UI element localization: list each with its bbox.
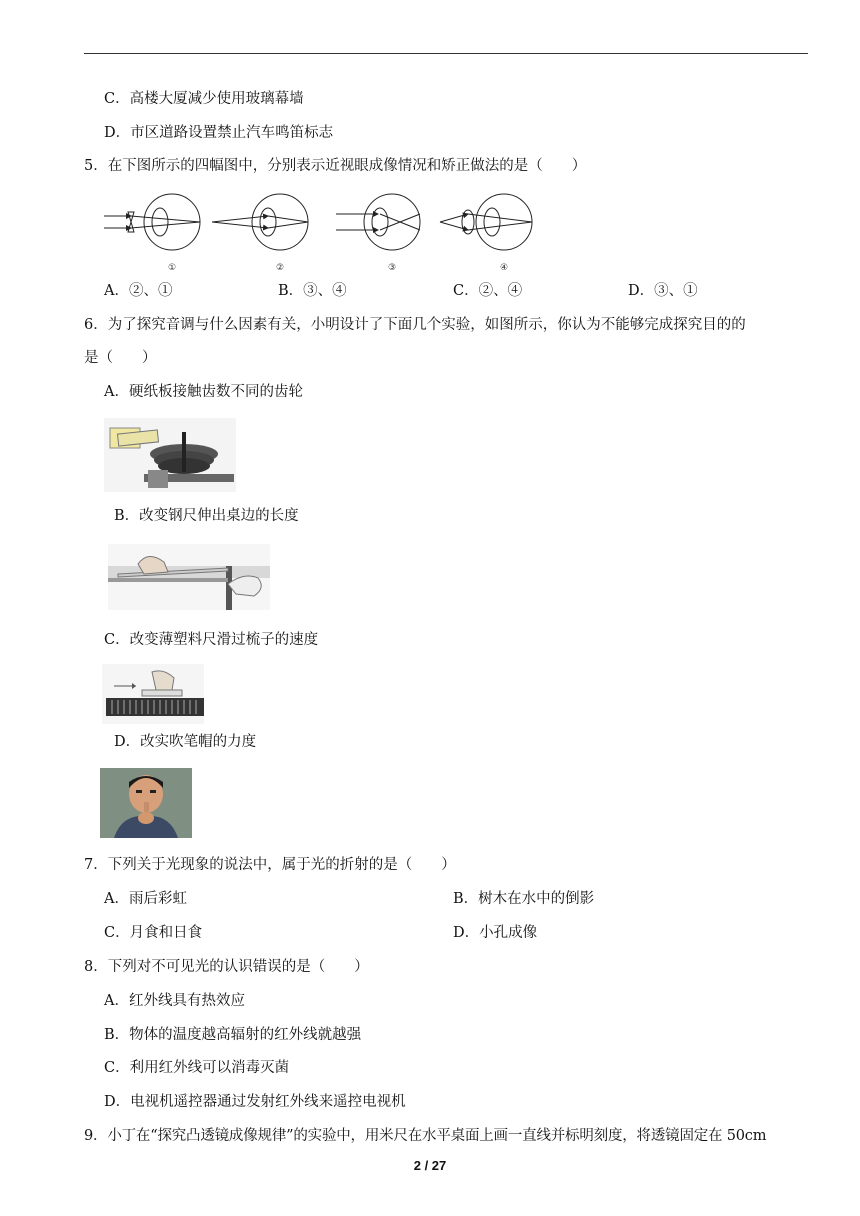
q8-stem: 8．下列对不可见光的认识错误的是（ ） [84, 959, 369, 975]
fig-label-2: ② [276, 263, 285, 272]
eye-diagram-4 [440, 194, 532, 250]
q5-option-b: B．③、④ [278, 283, 347, 299]
q5-option-d: D．③、① [628, 283, 698, 299]
q6-stem-line1: 6．为了探究音调与什么因素有关，小明设计了下面几个实验，如图所示，你认为不能够完成探究目的的 [84, 317, 746, 333]
q4-option-d: D．市区道路设置禁止汽车鸣笛标志 [104, 125, 334, 141]
eye-diagram-1 [104, 194, 200, 250]
q6-comb-photo [102, 664, 204, 724]
fig-label-4: ④ [500, 263, 509, 272]
q7-option-c: C．月食和日食 [104, 925, 203, 941]
q6-option-d: D．改实吹笔帽的力度 [114, 734, 257, 750]
q6-option-a: A．硬纸板接触齿数不同的齿轮 [104, 384, 303, 400]
q7-stem: 7．下列关于光现象的说法中，属于光的折射的是（ ） [84, 857, 456, 873]
q7-option-b: B．树木在水中的倒影 [453, 891, 595, 907]
eye-diagram-2 [212, 194, 308, 250]
q6-stem-line2: 是（ ） [84, 350, 157, 366]
q4-option-c: C．高楼大厦减少使用玻璃幕墙 [104, 91, 304, 107]
fig-label-3: ③ [388, 263, 397, 272]
header-rule [84, 53, 808, 54]
q6-gear-photo [104, 418, 236, 492]
q9-stem: 9．小丁在“探究凸透镜成像规律”的实验中，用米尺在水平桌面上画一直线并标明刻度，将透镜固定在 50cm [84, 1128, 767, 1144]
q6-option-c: C．改变薄塑料尺滑过梳子的速度 [104, 632, 319, 648]
q7-option-d: D．小孔成像 [453, 925, 538, 941]
q5-option-a: A．②、① [104, 283, 173, 299]
q6-ruler-photo [108, 544, 270, 610]
q8-option-b: B．物体的温度越高辐射的红外线就越强 [104, 1027, 362, 1043]
q7-option-a: A．雨后彩虹 [104, 891, 187, 907]
eye-diagram-3 [336, 194, 420, 250]
q8-option-a: A．红外线具有热效应 [104, 993, 245, 1009]
q5-eye-diagrams [100, 186, 540, 272]
q6-boy-photo [100, 768, 192, 838]
q8-option-c: C．利用红外线可以消毒灭菌 [104, 1060, 290, 1076]
page-number: 2 / 27 [413, 1158, 447, 1173]
q6-option-b: B．改变钢尺伸出桌边的长度 [114, 508, 299, 524]
fig-label-1: ① [168, 263, 177, 272]
q5-stem: 5．在下图所示的四幅图中，分别表示近视眼成像情况和矫正做法的是（ ） [84, 158, 587, 174]
q8-option-d: D．电视机遥控器通过发射红外线来遥控电视机 [104, 1094, 406, 1110]
q5-option-c: C．②、④ [453, 283, 523, 299]
